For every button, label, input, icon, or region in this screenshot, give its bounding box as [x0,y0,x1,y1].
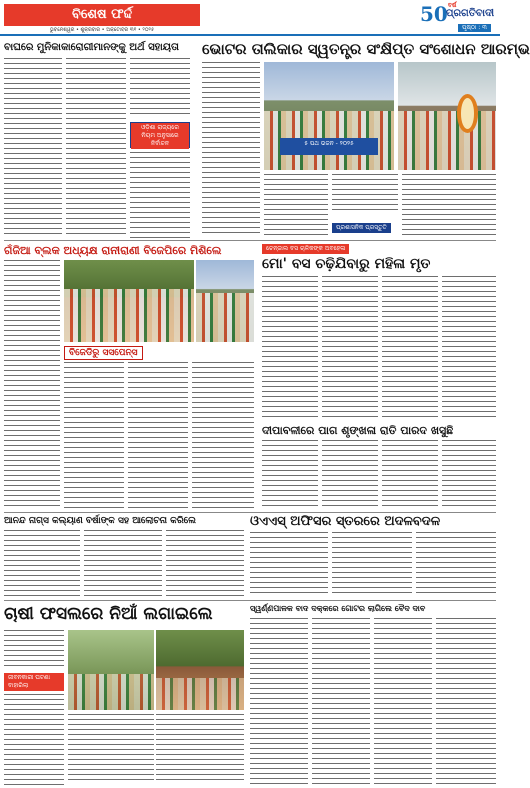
story-5-column-1 [4,260,60,508]
story-9-column-3 [416,532,496,596]
story-1-column-1 [4,58,62,236]
story-6-column-2 [322,276,378,418]
farmer-photo [68,630,154,710]
story-4-kicker: ପ୍ରଶାସନିକ ପ୍ରସ୍ତୁତି [332,223,391,233]
story-9-column-1 [250,532,328,596]
divider [4,600,496,601]
dateline: ଭୁବନେଶ୍ୱର • ଶୁକ୍ରବାର • ଅକ୍ଟୋବର ୩୧ • ୨୦୨୫ [49,27,155,33]
story-9-column-2 [332,532,412,596]
page-header [0,0,500,36]
bjp-joining-photo [64,260,194,342]
story-7-column-3 [382,440,438,508]
story-6-column-4 [442,276,496,418]
story-headline-8: ଆନନ୍ଦ ନାଗ୍ସ କଲ୍ୟାଣ ବର୍ଷାଙ୍କ ସହ ଆଲୋଚନା କରିଲେ [4,516,196,526]
field-fire-photo [156,630,244,710]
story-7-column-2 [322,440,378,508]
story-10-column-3 [156,714,244,784]
rally-banner-text: ୫ ପଥ ଭଜନ - ୨୦୨୫ [280,138,379,155]
story-2-column-4 [402,174,496,236]
story-5-photo-caption: ବିଜେଡିରୁ ସସପେନ୍ସ [64,346,143,360]
page-number: ପୃଷ୍ଠା : ୩ [458,24,491,32]
stage-photo [196,260,254,342]
story-headline-7: ଦୀପାବଳୀରେ ପାଗ ଶୃଙ୍ଖଳା ରାତି ପାରଦ ଖସୁଛି [262,424,454,437]
story-headline-5: ଗଁଜିଆ ବ୍ଲକ ଅଧ୍ୟକ୍ଷ ରାନୀରାଣୀ ବିଜେପିରେ ମିଶିଲେ [4,244,222,257]
story-11-column-1 [250,618,308,784]
story-headline-2: ଭୋଟର ତାଲିକାର ସ୍ୱତନ୍ତ୍ର ସଂକ୍ଷିପ୍ତ ସଂଶୋଧନ ଆରମ୍ଭ [202,40,530,58]
story-headline-6: ମୋ' ବସ ଚଢ଼ିଯିବାରୁ ମହିଳା ମୃତ [262,256,431,272]
story-headline-11: ସ୍ୱର୍ଣ୍ଣପାଳକ ବାଦ ଦକ୍କରେ ଗୋଟର ଲାଗିଲେ ବୈଦ ଦାବ [250,604,426,613]
story-8-column-2 [84,530,162,596]
anniversary-number: 50 [420,2,448,26]
story-6-column-1 [262,276,318,418]
story-2-column-1 [202,62,260,236]
story-7-column-1 [262,440,318,508]
story-1-column-2 [66,58,126,236]
story-8-column-1 [4,530,80,596]
story-11-column-2 [312,618,370,784]
story-6-column-3 [382,276,438,418]
story-7-column-4 [442,440,496,508]
divider [4,512,496,513]
story-3-kicker: ଓଡ଼ିଶା ରାଜ୍ୟରେ ନିୟମ ଅନୁସାରେ ନିର୍ବାଚନ [131,123,189,149]
ceremony-photo [398,62,496,170]
story-headline-1: ବାଘରେ ମୁନିକାକାରୋଗୀମାନଙ୍କୁ ଅର୍ଥ ସହାୟତା [4,42,179,53]
story-10-kicker: ଜୀବନକାରୀ ଘଟଣା ବାହାରିଲା [4,673,64,691]
story-3-box [130,122,190,148]
story-6-kicker: ଚେନ୍ଜାଲ ବସ ଚାଳିକଙ୍କ ଅବହେଳା [262,244,349,254]
story-5-column-4 [192,362,254,508]
story-5-column-3 [128,362,188,508]
story-11-column-4 [436,618,496,784]
section-title: ବିଶେଷ ଫର୍ଦ୍ଦ [4,4,200,26]
story-headline-9: ଓଏଏସ୍ ଅଫିସର ସ୍ତରରେ ଅଦଳବଦଳ [250,514,441,529]
story-5-column-2 [64,362,124,508]
story-1-column-3 [130,58,190,236]
story-headline-10: ଚାଷୀ ଫସଲରେ ନିଆଁ ଲଗାଇଲେ [4,604,213,624]
divider [4,240,496,241]
voter-rally-photo [264,62,394,170]
anniversary-small: ବର୍ଷ [447,2,457,9]
story-2-column-2 [264,174,328,236]
story-2-column-3 [332,174,398,236]
story-11-column-3 [374,618,432,784]
newspaper-masthead: ପ୍ରଗତିବାଦୀ [446,8,495,19]
story-10-column-1 [4,630,64,784]
story-8-column-3 [166,530,244,596]
story-10-column-2 [68,714,154,784]
